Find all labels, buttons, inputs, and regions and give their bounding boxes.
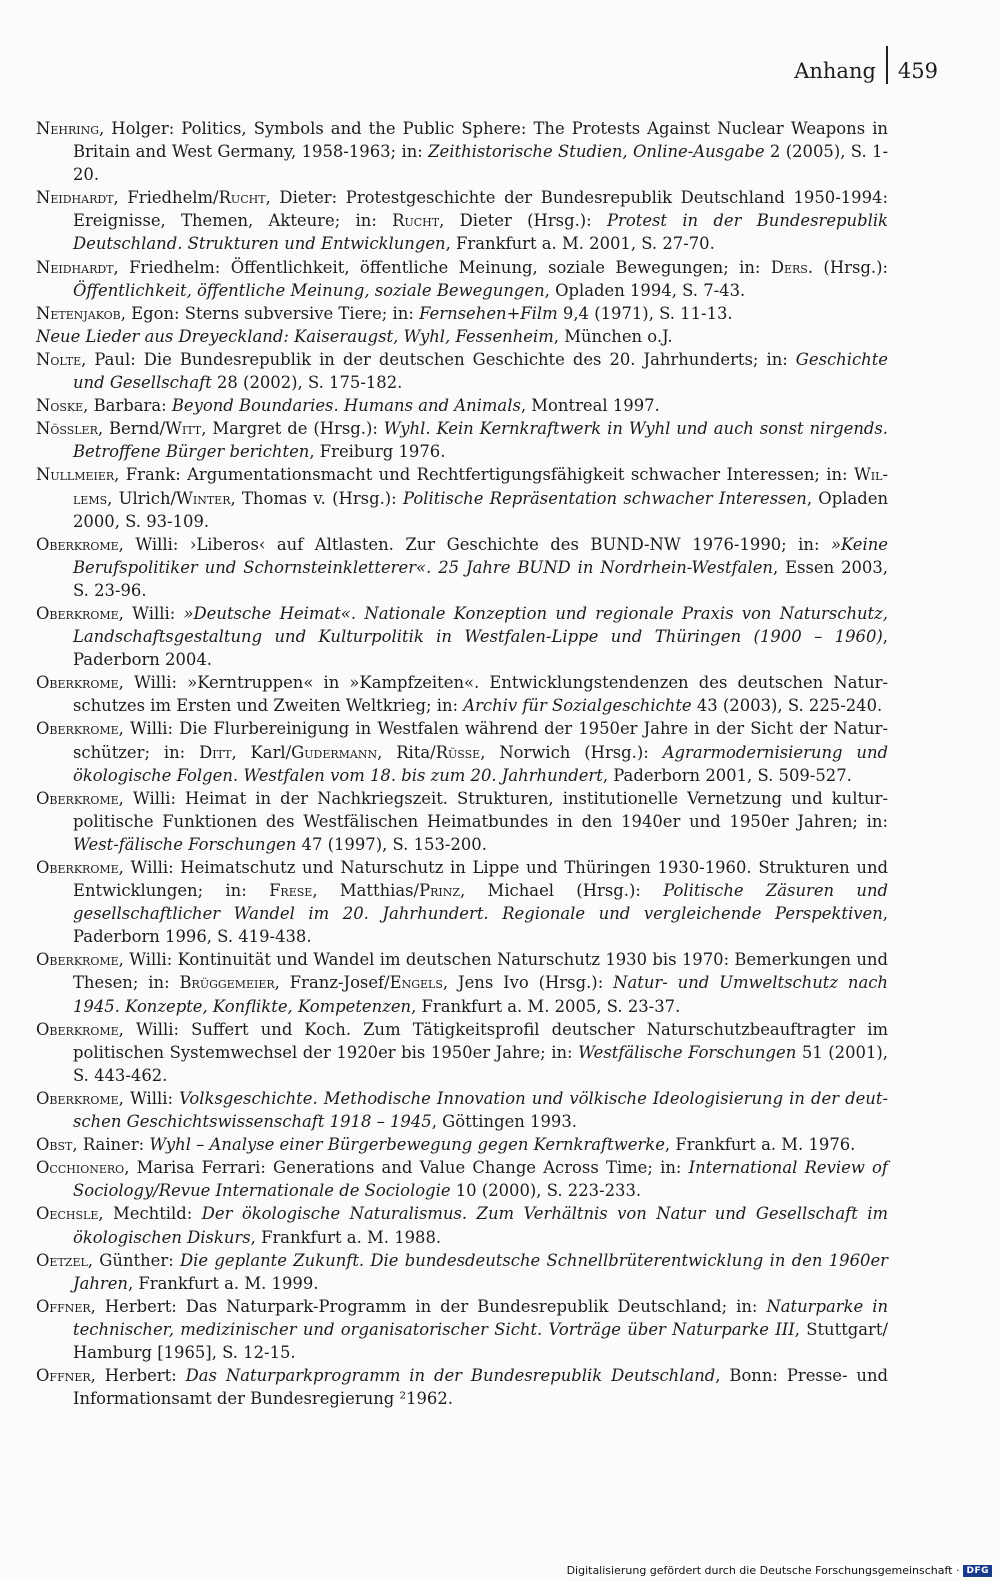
- entry-text: , Dieter: Protestgeschichte der Bundesrepublik Deutschland 1950-1994: Ereignisse, Themen, Akteure; in:: [73, 188, 888, 231]
- work-title: Politische Zäsuren und gesellschaftlicher Wandel im 20. Jahrhundert. Regionale und vergleichende Perspektiven: [73, 881, 889, 924]
- entry-text: , Friedhelm: Öffentlichkeit, öffentliche Meinung, soziale Bewegungen; in:: [113, 257, 771, 277]
- work-title: Wyhl – Analyse einer Bürgerbewegung gegen Kernkraftwerke: [149, 1135, 665, 1155]
- author-name: Engels: [389, 973, 443, 993]
- bibliography-entry: [36, 302, 888, 325]
- author-name: Oberkrome: [36, 950, 119, 970]
- entry-text: 51 (2001), S. 443-462.: [73, 1042, 888, 1085]
- author-name: Witt: [165, 419, 202, 439]
- work-title: Naturparke in technischer, medizinischer und organisatorischer Sicht. Vorträge über Naturparke III: [73, 1296, 888, 1339]
- entry-text: , Opladen 2000, S. 93-109.: [73, 488, 888, 531]
- author-name: Rucht: [218, 188, 266, 208]
- work-title: »Deutsche Heimat«. Nationale Konzeption und regionale Praxis von Naturschutz, Landschaftsgestaltung und Kulturpolitik in Westfalen-Lippe und Thüringen (1900 – 1960): [73, 603, 888, 647]
- work-title: Westfälische Forschungen: [578, 1042, 797, 1062]
- entry-text: , Willi: Suffert und Koch. Zum Tätigkeitsprofil deutscher Naturschutzbeauftragter im politischen Systemwechsel der 1920er bis 1950er Jahre; in:: [73, 1019, 888, 1062]
- work-title: Volksgeschichte. Methodische Innovation und völkische Ideologisierung in der deut-schen Geschichtswissenschaft 1918 – 1945: [73, 1088, 888, 1132]
- entry-text: , Frankfurt a. M. 2005, S. 23-37.: [411, 996, 681, 1016]
- work-title: International Review of Sociology/Revue Internationale de Sociologie: [73, 1158, 888, 1201]
- bibliography-entry: [36, 948, 888, 1017]
- bibliography-entry: [36, 463, 888, 532]
- entry-text: , Rita/: [377, 742, 436, 762]
- entry-text: , Willi: Heimat in der Nachkriegszeit. Strukturen, institutionelle Vernetzung und kultur-politische Funktionen des Westfälischen Heimatbundes in den 1940er und 1950er Jahren; in:: [73, 788, 888, 831]
- author-name: Oechsle: [36, 1204, 99, 1224]
- entry-text: , Willi: Heimatschutz und Naturschutz in Lippe und Thüringen 1930-1960. Strukturen und Entwicklungen; in:: [73, 858, 888, 901]
- work-title: West-fälische Forschungen: [73, 834, 297, 854]
- work-title: Die geplante Zukunft. Die bundesdeutsche Schnellbrüterentwicklung in den 1960er Jahren: [73, 1250, 888, 1293]
- bibliography-entry: [36, 1249, 888, 1295]
- entry-text: , Willi: Kontinuität und Wandel im deutschen Naturschutz 1930 bis 1970: Bemerkungen und Thesen; in:: [73, 950, 888, 993]
- author-name: Rüsse: [435, 742, 481, 762]
- entry-text: , Herbert:: [90, 1366, 186, 1386]
- author-name: Nössler: [36, 419, 98, 439]
- work-title: Archiv für Sozialgeschichte: [463, 696, 692, 716]
- bibliography-entry: [36, 186, 888, 255]
- entry-text: , Willi:: [118, 1088, 180, 1108]
- entry-text: , Günther:: [87, 1250, 181, 1270]
- entry-text: , Ulrich/: [107, 488, 177, 508]
- entry-text: . (Hrsg.):: [807, 257, 888, 277]
- entry-text: , Essen 2003, S. 23-96.: [73, 557, 888, 600]
- work-title: Zeithistorische Studien, Online-Ausgabe: [428, 142, 765, 162]
- entry-text: , Paderborn 2004.: [73, 627, 888, 670]
- entry-text: , Jens Ivo (Hrsg.):: [442, 973, 614, 993]
- bibliography-entry: [36, 602, 888, 671]
- work-title: Wyhl. Kein Kernkraftwerk in Wyhl und auch sonst nirgends. Betroffene Bürger berichten: [73, 419, 888, 462]
- entry-text: , Thomas v. (Hrsg.):: [230, 488, 403, 508]
- entry-text: , Friedhelm/: [113, 188, 219, 208]
- work-title: Das Naturparkprogramm in der Bundesrepublik Deutschland: [185, 1366, 716, 1386]
- author-name: Neidhardt: [36, 188, 114, 208]
- author-name: Obst: [36, 1135, 73, 1155]
- entry-text: , Frankfurt a. M. 2001, S. 27-70.: [445, 234, 715, 254]
- bibliography-entry: [36, 533, 888, 602]
- author-name: Oetzel: [36, 1250, 88, 1270]
- bibliography-entry: [36, 1364, 888, 1410]
- entry-text: , Frank: Argumentationsmacht und Rechtfertigungsfähigkeit schwacher Interessen; in:: [114, 465, 854, 485]
- author-name: Nullmeier: [36, 465, 115, 485]
- entry-text: , Willi: Die Flurbereinigung in Westfalen während der 1950er Jahre in der Sicht der Natur-schützer; in:: [73, 719, 888, 762]
- entry-text: , Bernd/: [97, 419, 166, 439]
- author-name: Oberkrome: [36, 719, 119, 739]
- entry-text: , Paderborn 1996, S. 419-438.: [73, 904, 888, 947]
- entry-text: , Matthias/: [312, 881, 420, 901]
- entry-text: , Freiburg 1976.: [309, 442, 446, 462]
- entry-text: 9,4 (1971), S. 11-13.: [557, 303, 733, 323]
- entry-text: , Paderborn 2001, S. 509-527.: [602, 765, 852, 785]
- entry-text: , Frankfurt a. M. 1999.: [128, 1273, 319, 1293]
- work-title: Fernsehen+Film: [419, 303, 558, 323]
- work-title: »Keine Berufspolitiker und Schornsteinkletterer«. 25 Jahre BUND in Nordrhein-Westfalen: [73, 534, 888, 577]
- author-name: Prinz: [419, 881, 461, 901]
- author-name: Oberkrome: [36, 673, 119, 693]
- author-name: Wil-lems: [73, 465, 888, 508]
- author-name: Oberkrome: [36, 534, 119, 554]
- work-title: Agrarmodernisierung und ökologische Folgen. Westfalen vom 18. bis zum 20. Jahrhundert: [73, 742, 888, 785]
- author-name: Oberkrome: [36, 788, 119, 808]
- entry-text: , Paul: Die Bundesrepublik in der deutschen Geschichte des 20. Jahrhunderts; in:: [81, 349, 796, 369]
- author-name: Rucht: [392, 211, 440, 231]
- bibliography-entry: [36, 1156, 888, 1202]
- bibliography-entry: [36, 787, 888, 856]
- author-name: Occhionero: [36, 1158, 125, 1178]
- entry-text: , Norwich (Hrsg.):: [480, 742, 663, 762]
- entry-text: , München o.J.: [553, 326, 673, 346]
- entry-text: , Margret de (Hrsg.):: [201, 419, 384, 439]
- author-name: Brüggemeier: [179, 973, 275, 993]
- section-title: Anhang: [794, 59, 876, 83]
- entry-text: , Karl/: [231, 742, 292, 762]
- entry-text: 47 (1997), S. 153-200.: [296, 834, 487, 854]
- bibliography-entry: [36, 1202, 888, 1248]
- author-name: Ditt: [199, 742, 232, 762]
- bibliography-entry: [36, 325, 888, 348]
- entry-text: , Franz-Josef/: [274, 973, 390, 993]
- entry-text: , Stuttgart/ Hamburg [1965], S. 12-15.: [73, 1319, 888, 1362]
- running-head: [794, 52, 938, 90]
- bibliography-entry: [36, 348, 888, 394]
- work-title: Natur- und Umweltschutz nach 1945. Konzepte, Konflikte, Kompetenzen: [73, 973, 888, 1016]
- bibliography-entry: [36, 256, 888, 302]
- entry-text: , Willi:: [118, 603, 184, 623]
- header-divider: [886, 46, 888, 84]
- entry-text: 2 (2005), S. 1-20.: [73, 142, 888, 185]
- bibliography-entry: [36, 417, 888, 463]
- author-name: Ders: [770, 257, 808, 277]
- work-title: Protest in der Bundesrepublik Deutschland. Strukturen und Entwicklungen: [73, 211, 888, 254]
- entry-text: , Montreal 1997.: [520, 396, 660, 416]
- author-name: Neidhardt: [36, 257, 114, 277]
- author-name: Offner: [36, 1296, 91, 1316]
- bibliography-entry: [36, 1295, 888, 1364]
- entry-text: , Bonn: Presse- und Informationsamt der Bundesregierung ²1962.: [73, 1366, 888, 1409]
- author-name: Oberkrome: [36, 603, 119, 623]
- entry-text: , Frankfurt a. M. 1976.: [664, 1135, 856, 1155]
- entry-text: , Dieter (Hrsg.):: [439, 211, 607, 231]
- author-name: Netenjakob: [36, 303, 121, 323]
- entry-text: , Michael (Hrsg.):: [460, 881, 664, 901]
- funding-note: Digitalisierung gefördert durch die Deutsche Forschungsgemeinschaft ·: [566, 1564, 960, 1577]
- entry-text: 28 (2002), S. 175-182.: [211, 373, 403, 393]
- funding-footer: [567, 1564, 992, 1577]
- bibliography-entry: [36, 1087, 888, 1133]
- author-name: Frese: [269, 881, 313, 901]
- entry-text: , Marisa Ferrari: Generations and Value Change Across Time; in:: [124, 1158, 689, 1178]
- bibliography-entry: [36, 394, 888, 417]
- bibliography-entry: [36, 717, 888, 786]
- bibliography-entry: [36, 117, 888, 186]
- bibliography-list: [36, 117, 888, 1410]
- entry-text: , Göttingen 1993.: [431, 1112, 577, 1132]
- entry-text: , Opladen 1994, S. 7-43.: [544, 280, 746, 300]
- author-name: Oberkrome: [36, 1019, 119, 1039]
- author-name: Noske: [36, 396, 84, 416]
- author-name: Oberkrome: [36, 1088, 119, 1108]
- author-name: Nolte: [36, 349, 82, 369]
- entry-text: , Herbert: Das Naturpark-Programm in der Bundesrepublik Deutschland; in:: [90, 1296, 767, 1316]
- author-name: Nehring: [36, 119, 100, 138]
- entry-text: 10 (2000), S. 223-233.: [450, 1181, 642, 1201]
- work-title: Beyond Boundaries. Humans and Animals: [171, 396, 521, 416]
- bibliography-entry: [36, 856, 888, 948]
- author-name: Oberkrome: [36, 858, 119, 877]
- entry-text: , Frankfurt a. M. 1988.: [250, 1227, 442, 1247]
- work-title: Politische Repräsentation schwacher Interessen: [403, 488, 807, 508]
- entry-text: , Barbara:: [83, 396, 172, 416]
- page-number: 459: [897, 59, 938, 83]
- work-title: Geschichte und Gesellschaft: [73, 349, 888, 393]
- bibliography-entry: [36, 1133, 888, 1156]
- entry-text: , Mechtild:: [98, 1204, 202, 1224]
- bibliography-entry: [36, 1018, 888, 1087]
- author-name: Gudermann: [291, 742, 378, 762]
- entry-text: , Willi: ›Liberos‹ auf Altlasten. Zur Geschichte des BUND-NW 1976-1990; in:: [118, 534, 831, 554]
- author-name: Offner: [36, 1366, 91, 1386]
- work-title: Der ökologische Naturalismus. Zum Verhältnis von Natur und Gesellschaft im ökologischen Diskurs: [73, 1204, 888, 1247]
- dfg-logo: DFG: [963, 1565, 992, 1577]
- author-name: Winter: [176, 488, 231, 508]
- entry-text: , Egon: Sterns subversive Tiere; in:: [120, 303, 420, 323]
- work-title: Öffentlichkeit, öffentliche Meinung, soziale Bewegungen: [73, 280, 545, 300]
- bibliography-entry: [36, 671, 888, 717]
- entry-text: 43 (2003), S. 225-240.: [691, 696, 883, 716]
- entry-text: , Rainer:: [72, 1135, 150, 1155]
- work-title: Neue Lieder aus Dreyeckland: Kaiseraugst, Wyhl, Fessenheim: [36, 326, 554, 346]
- entry-text: , Holger: Politics, Symbols and the Public Sphere: The Protests Against Nuclear Weapons in Britain and West Germany, 1958-1963; in:: [73, 119, 888, 162]
- entry-text: , Willi: »Kerntruppen« in »Kampfzeiten«. Entwicklungstendenzen des deutschen Natur-schutzes im Ersten und Zweiten Weltkrieg; in:: [73, 673, 888, 716]
